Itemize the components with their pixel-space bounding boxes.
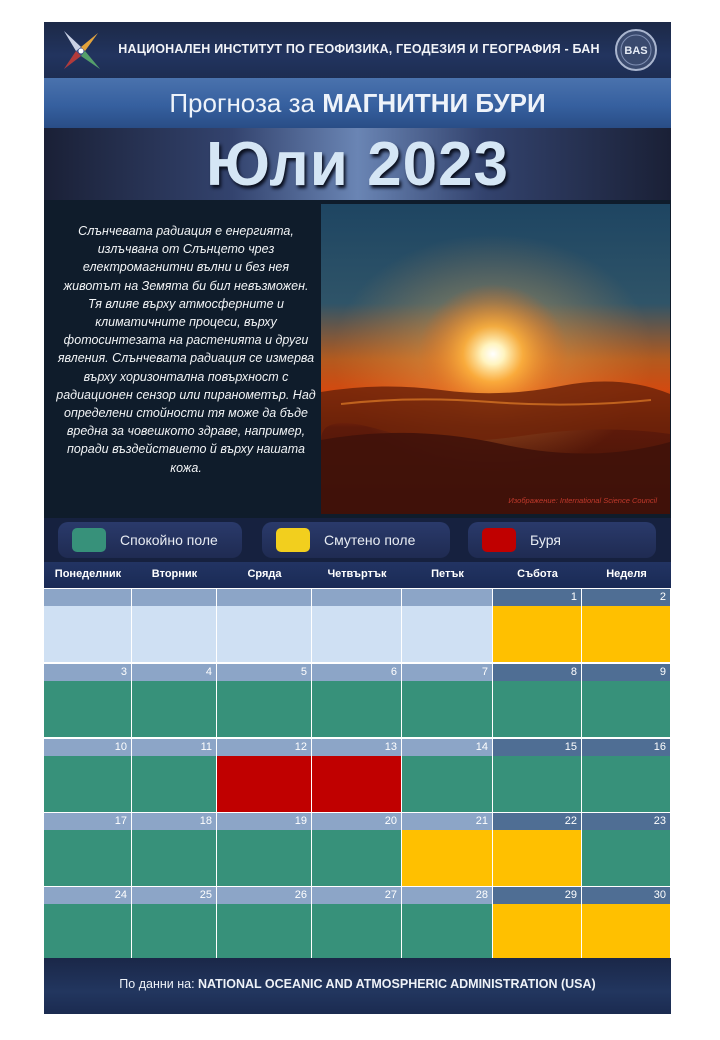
day-cell bbox=[217, 887, 311, 960]
weekday-label: Понеделник bbox=[54, 568, 122, 580]
status-calm bbox=[402, 681, 492, 737]
day-number: 16 bbox=[582, 739, 670, 756]
forecast-subtitle bbox=[44, 78, 671, 128]
image-credit: Изображение: International Science Council bbox=[508, 496, 657, 505]
day-cell bbox=[493, 813, 581, 886]
svg-text:BAS: BAS bbox=[624, 45, 648, 57]
day-number: 1 bbox=[493, 589, 581, 606]
status-calm bbox=[44, 904, 131, 960]
weekday-label: Вторник bbox=[151, 568, 198, 580]
day-cell bbox=[582, 887, 670, 960]
day-cell bbox=[402, 739, 492, 812]
day-number: 6 bbox=[312, 664, 401, 681]
day-cell bbox=[44, 739, 131, 812]
legend-label: Спокойно поле bbox=[120, 532, 218, 548]
legend-swatch bbox=[72, 528, 106, 552]
status-calm bbox=[132, 904, 216, 960]
day-number: 2 bbox=[582, 589, 670, 606]
month-title: Юли 2023 bbox=[205, 130, 510, 199]
status-calm bbox=[312, 681, 401, 737]
empty-fill bbox=[217, 606, 311, 662]
subtitle-prefix: Прогноза за bbox=[169, 88, 323, 118]
day-number bbox=[217, 589, 311, 606]
day-number: 18 bbox=[132, 813, 216, 830]
legend-label: Буря bbox=[530, 532, 561, 548]
status-calm bbox=[132, 830, 216, 886]
day-number: 9 bbox=[582, 664, 670, 681]
day-cell bbox=[312, 813, 401, 886]
status-storm bbox=[217, 756, 311, 812]
sunset-image bbox=[321, 204, 670, 514]
day-number: 28 bbox=[402, 887, 492, 904]
day-number: 20 bbox=[312, 813, 401, 830]
calendar-poster bbox=[44, 22, 671, 1014]
status-disturbed bbox=[582, 904, 670, 960]
status-calm bbox=[582, 830, 670, 886]
day-number: 25 bbox=[132, 887, 216, 904]
status-disturbed bbox=[493, 904, 581, 960]
day-number: 21 bbox=[402, 813, 492, 830]
weekday-header bbox=[44, 562, 671, 588]
status-calm bbox=[44, 830, 131, 886]
legend-item bbox=[468, 522, 656, 558]
status-calm bbox=[217, 904, 311, 960]
day-number: 14 bbox=[402, 739, 492, 756]
day-number: 15 bbox=[493, 739, 581, 756]
day-number: 30 bbox=[582, 887, 670, 904]
empty-fill bbox=[132, 606, 216, 662]
day-cell bbox=[312, 887, 401, 960]
day-number: 8 bbox=[493, 664, 581, 681]
weekday-label: Събота bbox=[517, 568, 558, 580]
subtitle-bold: МАГНИТНИ БУРИ bbox=[322, 88, 546, 118]
status-calm bbox=[44, 681, 131, 737]
empty-day-cell bbox=[312, 589, 401, 662]
day-cell bbox=[312, 664, 401, 737]
status-calm bbox=[582, 681, 670, 737]
day-cell bbox=[217, 664, 311, 737]
institute-name: НАЦИОНАЛЕН ИНСТИТУТ ПО ГЕОФИЗИКА, ГЕОДЕЗИЯ И ГЕОГРАФИЯ - БАН bbox=[118, 42, 600, 56]
status-calm bbox=[402, 756, 492, 812]
day-number: 23 bbox=[582, 813, 670, 830]
weekday-label: Сряда bbox=[247, 568, 282, 580]
day-number: 13 bbox=[312, 739, 401, 756]
status-calm bbox=[493, 756, 581, 812]
status-calm bbox=[132, 756, 216, 812]
empty-fill bbox=[312, 606, 401, 662]
solar-radiation-text: Слънчевата радиация е енергията, излъчвана от Слънцето чрез електромагнитни вълни и без нея животът на Земята би бил невъзможен. Тя влияе върху атмосферните и климатичните процеси, върху фотосинтезата на растенията и други явления. Слънчевата радиация се измерва върху хоризонтална повърхност с радиационен сензор или пиранометър. Над определени стойности тя може да бъде вредна за човешкото здраве, например, поради въздействието й върху нашата кожа. bbox=[56, 224, 316, 475]
day-number bbox=[402, 589, 492, 606]
status-disturbed bbox=[493, 830, 581, 886]
status-calm bbox=[132, 681, 216, 737]
day-cell bbox=[217, 813, 311, 886]
institute-header bbox=[44, 22, 671, 78]
legend-item bbox=[58, 522, 242, 558]
status-disturbed bbox=[582, 606, 670, 662]
footer-prefix: По данни на: bbox=[119, 977, 199, 991]
day-cell bbox=[493, 887, 581, 960]
day-cell bbox=[132, 664, 216, 737]
weekday-label: Неделя bbox=[606, 568, 647, 580]
status-calm bbox=[493, 681, 581, 737]
day-number: 29 bbox=[493, 887, 581, 904]
day-number: 12 bbox=[217, 739, 311, 756]
day-number: 27 bbox=[312, 887, 401, 904]
institute-star-logo-icon bbox=[58, 27, 104, 73]
empty-day-cell bbox=[44, 589, 131, 662]
status-calm bbox=[217, 681, 311, 737]
status-calm bbox=[312, 904, 401, 960]
day-cell bbox=[44, 887, 131, 960]
empty-day-cell bbox=[217, 589, 311, 662]
day-cell bbox=[493, 664, 581, 737]
empty-day-cell bbox=[132, 589, 216, 662]
day-number: 22 bbox=[493, 813, 581, 830]
day-number bbox=[312, 589, 401, 606]
day-number: 24 bbox=[44, 887, 131, 904]
month-banner bbox=[44, 128, 671, 200]
day-number: 19 bbox=[217, 813, 311, 830]
weekday-label: Петък bbox=[431, 568, 464, 580]
day-cell bbox=[217, 739, 311, 812]
empty-fill bbox=[402, 606, 492, 662]
footer-source: NATIONAL OCEANIC AND ATMOSPHERIC ADMINISTRATION (USA) bbox=[198, 977, 596, 991]
legend bbox=[44, 518, 671, 562]
day-cell bbox=[132, 739, 216, 812]
status-calm bbox=[312, 830, 401, 886]
status-storm bbox=[312, 756, 401, 812]
day-cell bbox=[582, 664, 670, 737]
day-cell bbox=[402, 813, 492, 886]
data-source-footer bbox=[44, 958, 671, 1014]
day-cell bbox=[402, 887, 492, 960]
status-calm bbox=[217, 830, 311, 886]
day-cell bbox=[312, 739, 401, 812]
status-disturbed bbox=[402, 830, 492, 886]
day-number bbox=[132, 589, 216, 606]
day-cell bbox=[582, 739, 670, 812]
day-cell bbox=[582, 589, 670, 662]
day-number: 3 bbox=[44, 664, 131, 681]
legend-label: Смутено поле bbox=[324, 532, 416, 548]
legend-swatch bbox=[482, 528, 516, 552]
day-number: 4 bbox=[132, 664, 216, 681]
status-calm bbox=[582, 756, 670, 812]
day-cell bbox=[493, 589, 581, 662]
info-section bbox=[44, 200, 671, 518]
day-cell bbox=[132, 813, 216, 886]
status-disturbed bbox=[493, 606, 581, 662]
status-calm bbox=[44, 756, 131, 812]
day-cell bbox=[582, 813, 670, 886]
day-number: 5 bbox=[217, 664, 311, 681]
calendar-grid bbox=[44, 562, 671, 958]
day-cell bbox=[132, 887, 216, 960]
bas-emblem-icon bbox=[614, 28, 658, 72]
day-cell bbox=[493, 739, 581, 812]
day-number: 17 bbox=[44, 813, 131, 830]
empty-fill bbox=[44, 606, 131, 662]
empty-day-cell bbox=[402, 589, 492, 662]
day-cell bbox=[44, 664, 131, 737]
day-cell bbox=[44, 813, 131, 886]
day-number: 7 bbox=[402, 664, 492, 681]
day-number: 26 bbox=[217, 887, 311, 904]
day-number: 11 bbox=[132, 739, 216, 756]
day-number bbox=[44, 589, 131, 606]
day-cell bbox=[402, 664, 492, 737]
day-number: 10 bbox=[44, 739, 131, 756]
status-calm bbox=[402, 904, 492, 960]
legend-swatch bbox=[276, 528, 310, 552]
legend-item bbox=[262, 522, 450, 558]
weekday-label: Четвъртък bbox=[327, 568, 387, 580]
